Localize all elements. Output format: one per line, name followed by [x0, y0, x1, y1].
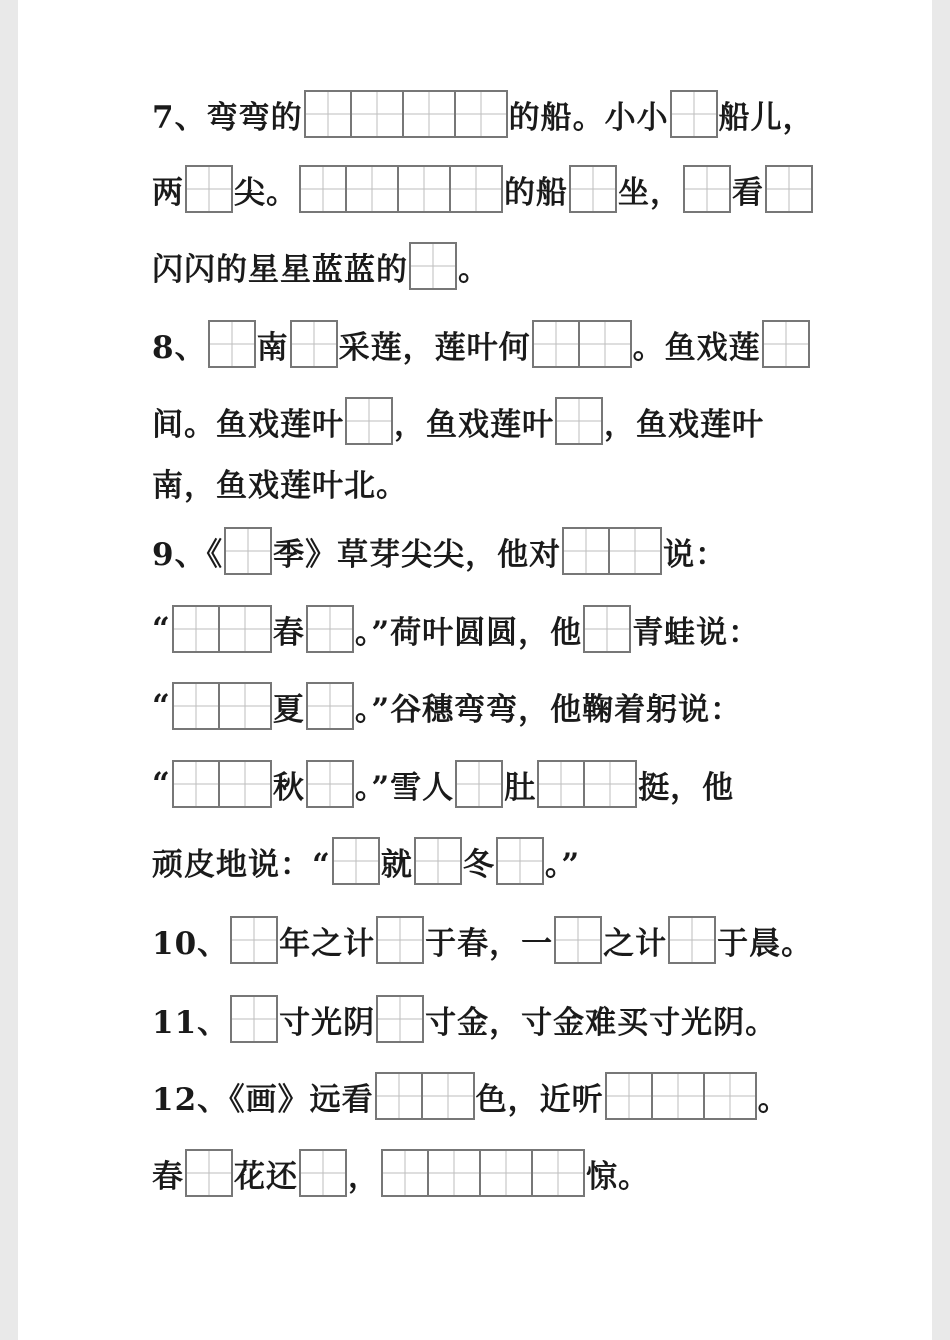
- worksheet-line: [152, 88, 815, 140]
- answer-box-group: [172, 605, 272, 653]
- line-text: 采莲，莲叶何: [338, 329, 531, 366]
- tianzige-answer-box[interactable]: [653, 1072, 705, 1120]
- answer-box-group: [583, 605, 631, 653]
- answer-box-group: [554, 916, 602, 964]
- tianzige-answer-box[interactable]: [585, 760, 637, 808]
- worksheet-line: [152, 835, 580, 887]
- answer-box-group: [496, 837, 544, 885]
- tianzige-answer-box[interactable]: [304, 90, 352, 138]
- tianzige-answer-box[interactable]: [414, 837, 462, 885]
- tianzige-answer-box[interactable]: [376, 916, 424, 964]
- tianzige-answer-box[interactable]: [381, 1149, 429, 1197]
- tianzige-answer-box[interactable]: [605, 1072, 653, 1120]
- answer-box-group: [345, 397, 393, 445]
- line-text: 秋: [272, 769, 305, 806]
- tianzige-answer-box[interactable]: [583, 605, 631, 653]
- line-text: 顽皮地说：“: [152, 846, 331, 883]
- tianzige-answer-box[interactable]: [352, 90, 404, 138]
- line-text: 尖。: [234, 174, 298, 211]
- answer-box-group: [376, 995, 424, 1043]
- tianzige-answer-box[interactable]: [554, 916, 602, 964]
- line-text: 。: [458, 251, 490, 288]
- tianzige-answer-box[interactable]: [299, 165, 347, 213]
- answer-box-group: [605, 1072, 757, 1120]
- answer-box-group: [230, 995, 278, 1043]
- line-text: 年之计: [279, 925, 376, 962]
- line-text: 花还: [234, 1158, 298, 1195]
- line-text: 8、: [152, 329, 207, 366]
- tianzige-answer-box[interactable]: [481, 1149, 533, 1197]
- tianzige-answer-box[interactable]: [429, 1149, 481, 1197]
- tianzige-answer-box[interactable]: [533, 1149, 585, 1197]
- tianzige-answer-box[interactable]: [532, 320, 580, 368]
- answer-box-group: [376, 916, 424, 964]
- line-text: 就: [380, 846, 413, 883]
- tianzige-answer-box[interactable]: [451, 165, 503, 213]
- answer-box-group: [409, 242, 457, 290]
- worksheet-line: [152, 240, 490, 292]
- line-text: 。”荷叶圆圆，他: [354, 614, 583, 651]
- answer-box-group: [332, 837, 380, 885]
- tianzige-answer-box[interactable]: [220, 605, 272, 653]
- answer-box-group: [765, 165, 813, 213]
- tianzige-answer-box[interactable]: [172, 605, 220, 653]
- answer-box-group: [670, 90, 718, 138]
- answer-box-group: [224, 527, 272, 575]
- line-text: 。”雪人: [354, 769, 455, 806]
- line-text: ，鱼戏莲叶: [394, 406, 554, 443]
- answer-box-group: [683, 165, 731, 213]
- tianzige-answer-box[interactable]: [456, 90, 508, 138]
- line-text: 南，鱼戏莲叶北。: [152, 467, 408, 504]
- tianzige-answer-box[interactable]: [332, 837, 380, 885]
- line-text: ，鱼戏莲叶: [604, 406, 764, 443]
- tianzige-answer-box[interactable]: [668, 916, 716, 964]
- worksheet-line: [152, 993, 777, 1045]
- worksheet-line: [152, 395, 764, 447]
- worksheet-line: [152, 914, 813, 966]
- line-text: 于春，一: [425, 925, 554, 962]
- answer-box-group: [299, 165, 503, 213]
- line-text: 于晨。: [717, 925, 814, 962]
- tianzige-answer-box[interactable]: [423, 1072, 475, 1120]
- tianzige-answer-box[interactable]: [375, 1072, 423, 1120]
- answer-box-group: [230, 916, 278, 964]
- answer-box-group: [555, 397, 603, 445]
- answer-box-group: [762, 320, 810, 368]
- tianzige-answer-box[interactable]: [569, 165, 617, 213]
- line-text: 寸光阴: [279, 1004, 376, 1041]
- answer-box-group: [569, 165, 617, 213]
- tianzige-answer-box[interactable]: [537, 760, 585, 808]
- answer-box-group: [306, 605, 354, 653]
- tianzige-answer-box[interactable]: [220, 760, 272, 808]
- answer-box-group: [532, 320, 632, 368]
- tianzige-answer-box[interactable]: [399, 165, 451, 213]
- answer-box-group: [306, 760, 354, 808]
- answer-box-group: [381, 1149, 585, 1197]
- line-text: 7、弯弯的: [152, 99, 303, 136]
- line-text: 坐，: [618, 174, 682, 211]
- line-text: 10、: [152, 925, 230, 962]
- tianzige-answer-box[interactable]: [230, 916, 278, 964]
- line-text: ，: [348, 1158, 380, 1195]
- line-text: “: [152, 611, 171, 647]
- answer-box-group: [208, 320, 256, 368]
- line-text: 12、《画》远看: [152, 1081, 374, 1118]
- line-text: 冬: [462, 846, 495, 883]
- tianzige-answer-box[interactable]: [610, 527, 662, 575]
- tianzige-answer-box[interactable]: [765, 165, 813, 213]
- tianzige-answer-box[interactable]: [580, 320, 632, 368]
- tianzige-answer-box[interactable]: [705, 1072, 757, 1120]
- tianzige-answer-box[interactable]: [555, 397, 603, 445]
- tianzige-answer-box[interactable]: [306, 760, 354, 808]
- worksheet-line: [152, 163, 814, 215]
- line-text: 惊。: [586, 1158, 650, 1195]
- tianzige-answer-box[interactable]: [306, 605, 354, 653]
- answer-box-group: [185, 1149, 233, 1197]
- answer-box-group: [172, 760, 272, 808]
- answer-box-group: [299, 1149, 347, 1197]
- worksheet-line: [152, 525, 727, 577]
- tianzige-answer-box[interactable]: [562, 527, 610, 575]
- tianzige-answer-box[interactable]: [347, 165, 399, 213]
- line-text: 肚: [504, 769, 537, 806]
- line-text: 之计: [603, 925, 668, 962]
- tianzige-answer-box[interactable]: [762, 320, 810, 368]
- line-text: 的船。小小: [508, 99, 669, 136]
- answer-box-group: [375, 1072, 475, 1120]
- line-text: 两: [152, 174, 184, 211]
- tianzige-answer-box[interactable]: [683, 165, 731, 213]
- line-text: 。: [757, 1081, 790, 1118]
- worksheet-line: [152, 1147, 650, 1199]
- tianzige-answer-box[interactable]: [670, 90, 718, 138]
- tianzige-answer-box[interactable]: [455, 760, 503, 808]
- tianzige-answer-box[interactable]: [230, 995, 278, 1043]
- line-text: 看: [732, 174, 764, 211]
- line-text: “: [152, 766, 171, 802]
- worksheet-line: [152, 603, 760, 655]
- worksheet-line: [152, 680, 742, 732]
- answer-box-group: [455, 760, 503, 808]
- line-text: 南: [256, 329, 289, 366]
- line-text: 说：: [663, 536, 728, 573]
- line-text: 11、: [152, 1004, 230, 1041]
- tianzige-answer-box[interactable]: [306, 682, 354, 730]
- answer-box-group: [414, 837, 462, 885]
- answer-box-group: [537, 760, 637, 808]
- answer-box-group: [668, 916, 716, 964]
- tianzige-answer-box[interactable]: [172, 682, 220, 730]
- tianzige-answer-box[interactable]: [172, 760, 220, 808]
- line-text: 寸金，寸金难买寸光阴。: [425, 1004, 778, 1041]
- line-text: 间。鱼戏莲叶: [152, 406, 344, 443]
- tianzige-answer-box[interactable]: [185, 165, 233, 213]
- line-text: 闪闪的星星蓝蓝的: [152, 251, 408, 288]
- tianzige-answer-box[interactable]: [224, 527, 272, 575]
- worksheet-line: [152, 758, 734, 810]
- tianzige-answer-box[interactable]: [299, 1149, 347, 1197]
- line-text: 挺，他: [638, 769, 735, 806]
- tianzige-answer-box[interactable]: [208, 320, 256, 368]
- answer-box-group: [185, 165, 233, 213]
- tianzige-answer-box[interactable]: [185, 1149, 233, 1197]
- answer-box-group: [304, 90, 508, 138]
- worksheet-line: [152, 318, 811, 370]
- tianzige-answer-box[interactable]: [290, 320, 338, 368]
- line-text: 春: [272, 614, 305, 651]
- line-text: 青蛙说：: [632, 614, 761, 651]
- line-text: 的船: [504, 174, 568, 211]
- tianzige-answer-box[interactable]: [409, 242, 457, 290]
- tianzige-answer-box[interactable]: [220, 682, 272, 730]
- answer-box-group: [172, 682, 272, 730]
- line-text: 色，近听: [475, 1081, 604, 1118]
- tianzige-answer-box[interactable]: [404, 90, 456, 138]
- line-text: 船儿，: [718, 99, 815, 136]
- tianzige-answer-box[interactable]: [345, 397, 393, 445]
- tianzige-answer-box[interactable]: [376, 995, 424, 1043]
- line-text: 9、《: [152, 536, 224, 573]
- worksheet-line: [152, 1070, 790, 1122]
- line-text: 春: [152, 1158, 184, 1195]
- line-text: 。”谷穗弯弯，他鞠着躬说：: [354, 691, 743, 728]
- line-text: 。”: [544, 846, 581, 883]
- line-text: 季》草芽尖尖，他对: [273, 536, 562, 573]
- line-text: “: [152, 688, 171, 724]
- tianzige-answer-box[interactable]: [496, 837, 544, 885]
- answer-box-group: [562, 527, 662, 575]
- line-text: 夏: [272, 691, 305, 728]
- answer-box-group: [306, 682, 354, 730]
- line-text: 。鱼戏莲: [632, 329, 761, 366]
- worksheet-line: [152, 456, 408, 508]
- answer-box-group: [290, 320, 338, 368]
